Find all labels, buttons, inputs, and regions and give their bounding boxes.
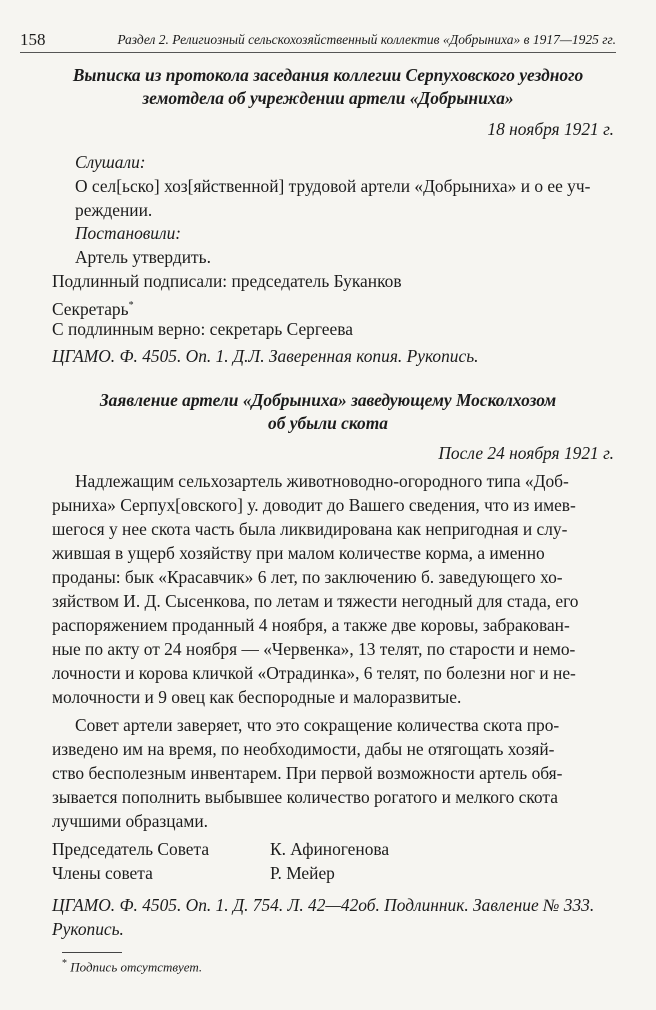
- members-label: Члены совета: [52, 863, 153, 883]
- doc2-source-line-1: ЦГАМО. Ф. 4505. Оп. 1. Д. 754. Л. 42—42об. Подлинник. Завление № 333.: [52, 895, 595, 915]
- doc1-resolved-text: Артель утвердить.: [75, 247, 211, 267]
- doc1-heard-label: Слушали:: [75, 152, 146, 172]
- running-header: [20, 30, 616, 53]
- footnote-rule: [62, 952, 122, 953]
- doc1-secretary: Секретарь: [52, 298, 129, 319]
- footnote: [62, 958, 202, 975]
- doc2-p1-line: жившая в ущерб хозяйству при малом количестве корма, а именно: [52, 543, 545, 563]
- doc1-source: ЦГАМО. Ф. 4505. Оп. 1. Д.Л. Заверенная копия. Рукопись.: [52, 346, 479, 366]
- doc2-p1-line: молочности и 9 овец как беспородные и малоразвитые.: [52, 687, 462, 707]
- doc1-certified-line: С подлинным верно: секретарь Сергеева: [52, 319, 353, 339]
- doc2-p1-line: проданы: бык «Красавчик» 6 лет, по заключению б. заведующего хо-: [52, 567, 563, 587]
- footnote-marker: *: [128, 300, 134, 311]
- doc1-title-line-1: Выписка из протокола заседания коллегии Серпуховского уездного: [72, 65, 584, 85]
- doc1-heard-line-1: О сел[ьско] хоз[яйственной] трудовой артели «Добрыниха» и о ее уч-: [75, 176, 591, 196]
- doc2-p2-line: Совет артели заверяет, что это сокращение количества скота про-: [75, 715, 560, 735]
- doc1-signed-line: Подлинный подписали: председатель Буканков: [52, 271, 402, 291]
- doc2-p2-line: изведено им на время, по необходимости, дабы не отягощать хозяй-: [52, 739, 555, 759]
- doc2-p2-line: лучшими образцами.: [52, 811, 208, 831]
- doc2-p1-line: лочности и корова кличкой «Отрадинка», 6 телят, по болезни ног и не-: [52, 663, 576, 683]
- doc2-p1-line: рыниха» Серпух[овского] у. доводит до Вашего сведения, что из имев-: [52, 495, 576, 515]
- doc2-date: После 24 ноября 1921 г.: [438, 443, 614, 463]
- doc2-p1-line: распоряжением проданный 4 ноября, а также две коровы, забракован-: [52, 615, 570, 635]
- page-number: 158: [20, 30, 46, 49]
- doc2-p1-line: шегося у нее скота часть была ликвидирована как непригодная и слу-: [52, 519, 568, 539]
- doc2-title-line-1: Заявление артели «Добрыниха» заведующему Москолхозом: [99, 390, 557, 410]
- members-name: Р. Мейер: [270, 863, 335, 883]
- doc2-p1-line: зяйством И. Д. Сысенкова, по летам и тяжести негодный для стада, его: [52, 591, 579, 611]
- doc2-title-line-2: об убыли скота: [268, 413, 388, 433]
- doc1-title-line-2: земотдела об учреждении артели «Добрыниха»: [142, 88, 514, 108]
- doc1-secretary-line: [52, 294, 134, 321]
- chair-label: Председатель Совета: [52, 839, 210, 859]
- doc2-p1-line: ные по акту от 24 ноября — «Червенка», 13 телят, по старости и немо-: [52, 639, 576, 659]
- doc1-date: 18 ноября 1921 г.: [487, 119, 614, 139]
- footnote-mark: *: [62, 958, 67, 969]
- doc2-p1-line: Надлежащим сельхозартель животноводно-огородного типа «Доб-: [75, 471, 569, 491]
- footnote-text: Подпись отсутствует.: [70, 959, 203, 975]
- doc2-source-line-2: Рукопись.: [52, 919, 124, 939]
- chair-name: К. Афиногенова: [270, 839, 390, 859]
- doc2-p2-line: зывается пополнить выбывшее количество рогатого и мелкого скота: [52, 787, 558, 807]
- doc1-resolved-label: Постановили:: [75, 223, 182, 243]
- running-title: Раздел 2. Религиозный сельскохозяйственный коллектив «Добрыниха» в 1917—1925 гг.: [117, 32, 616, 47]
- doc2-p2-line: ство бесполезным инвентарем. При первой возможности артель обя-: [52, 763, 563, 783]
- doc1-heard-line-2: реждении.: [75, 200, 153, 220]
